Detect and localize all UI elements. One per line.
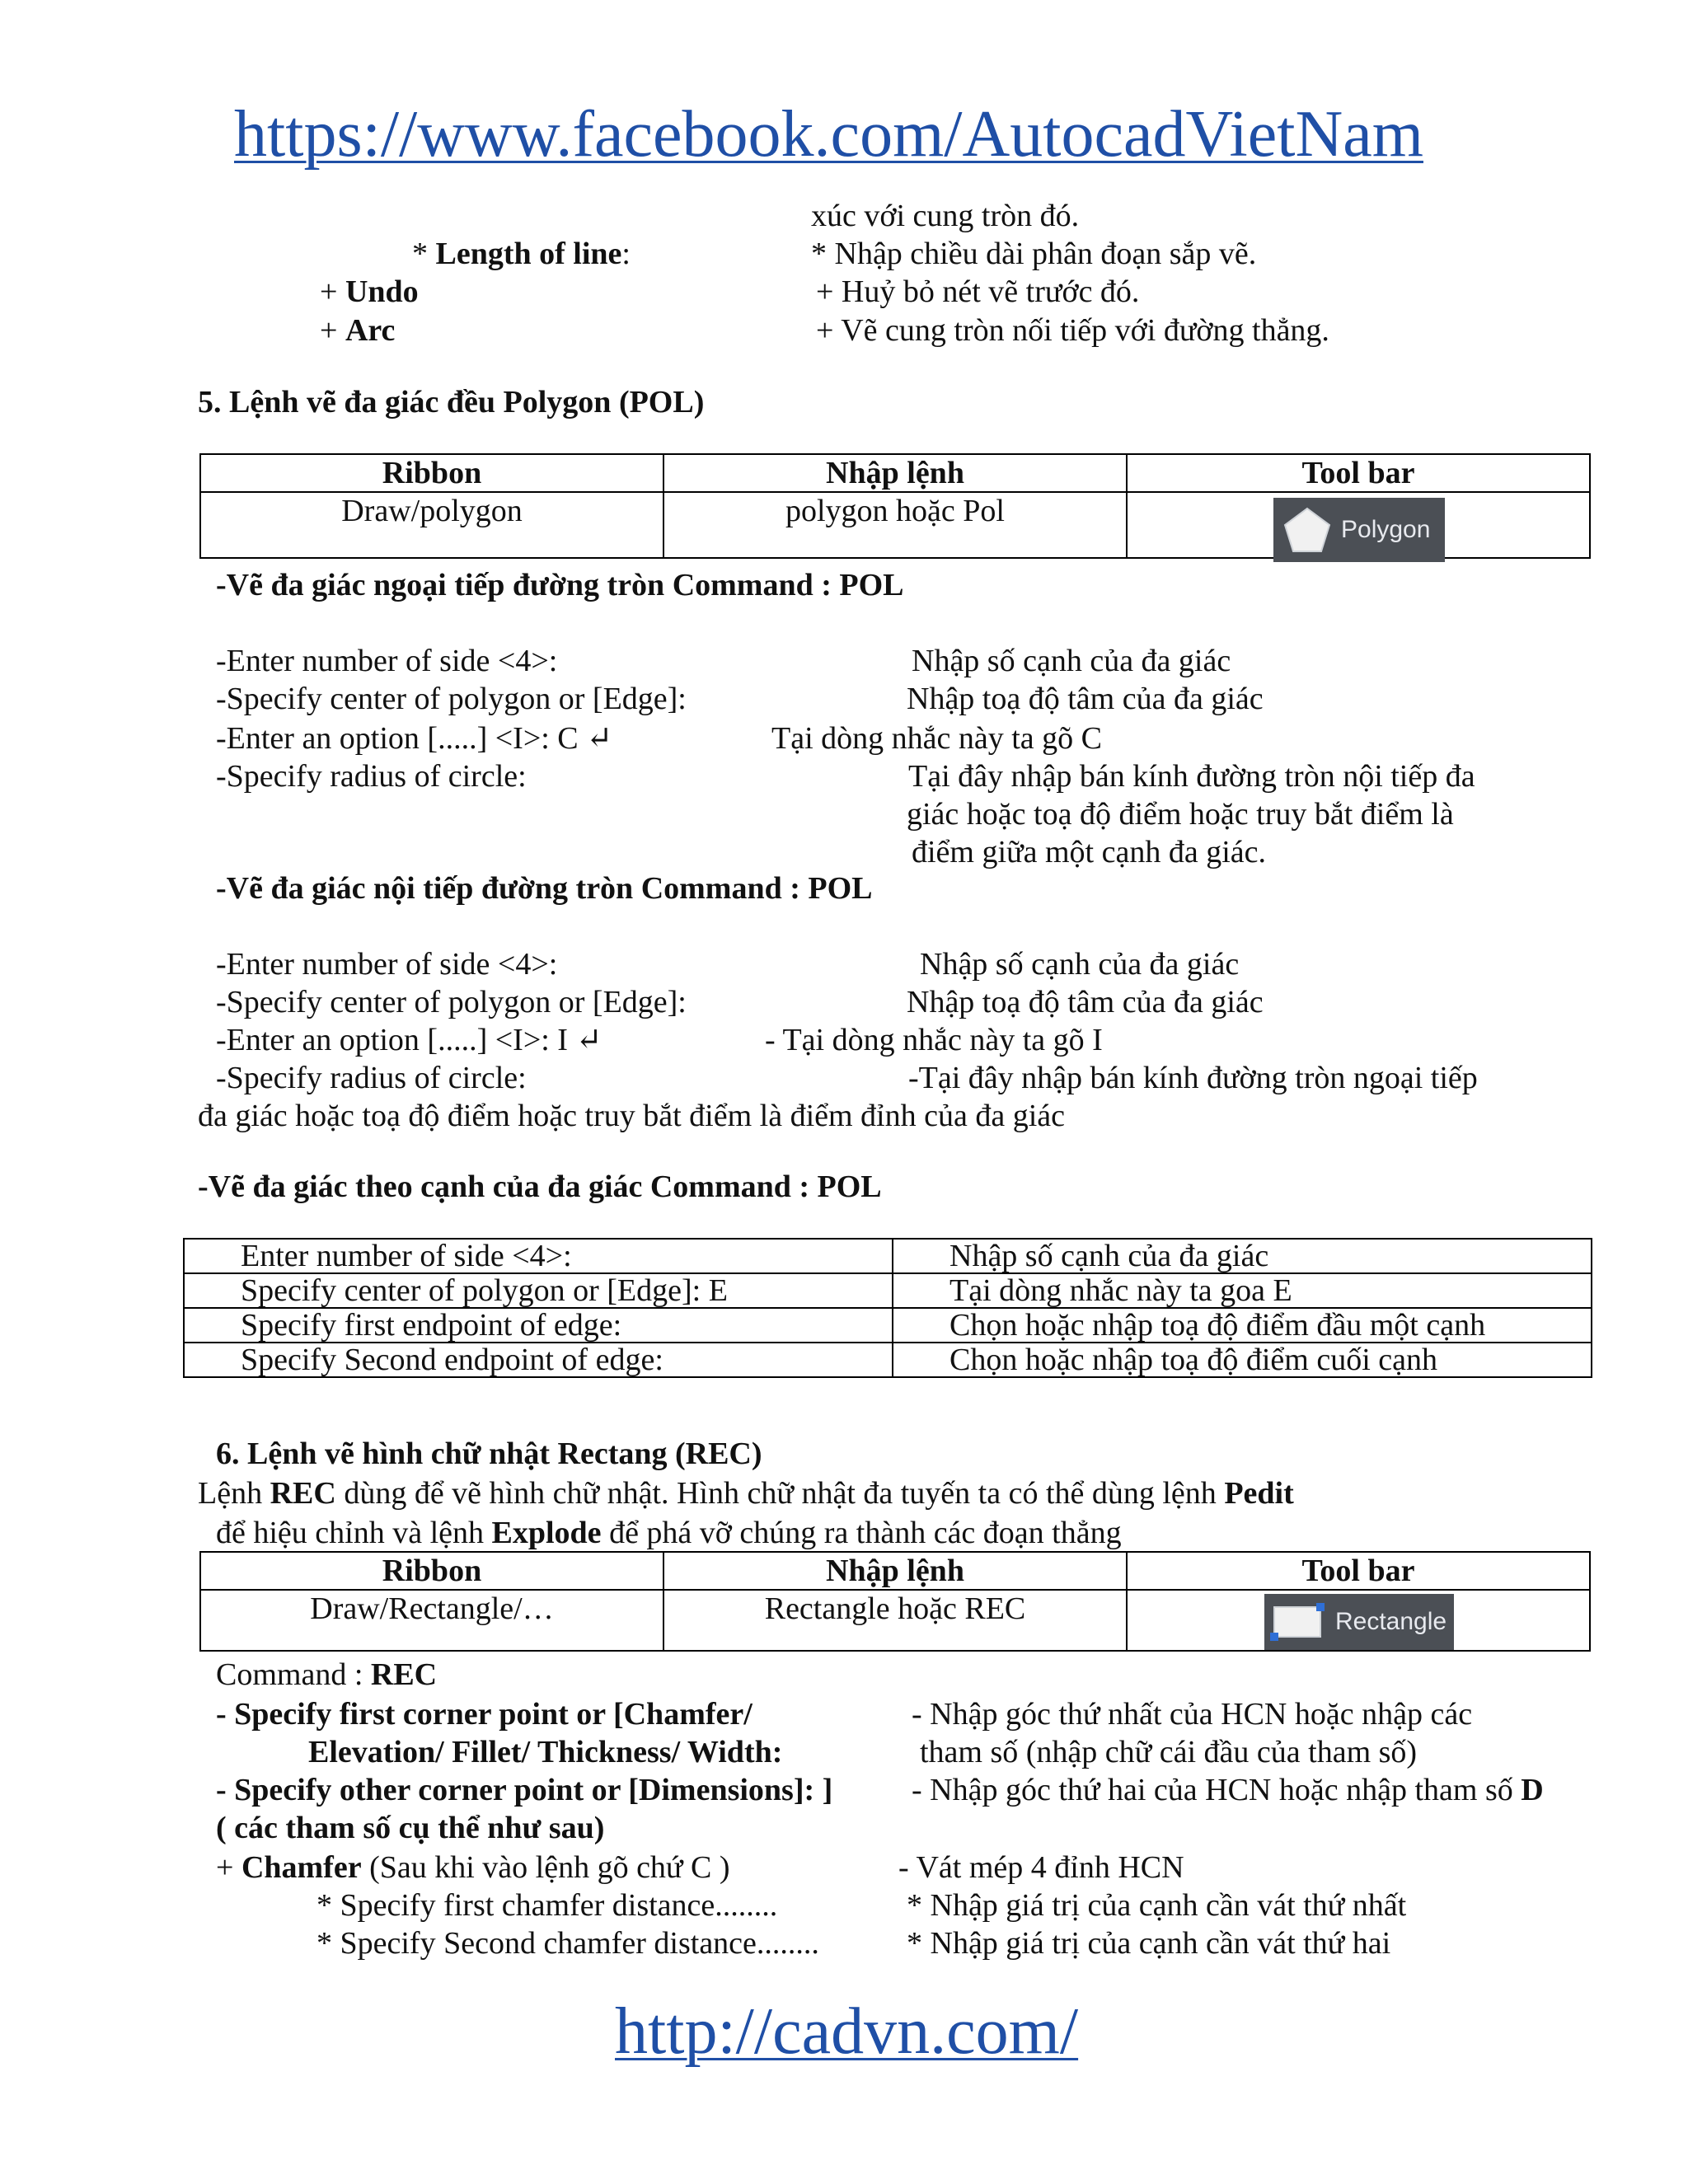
cell-command: polygon hoặc Pol — [663, 492, 1127, 558]
outer-polygon-title: -Vẽ đa giác ngoại tiếp đường tròn Command : POL — [216, 568, 904, 602]
rect-header-command: Nhập lệnh — [663, 1552, 1127, 1590]
edge-polygon-table — [183, 1238, 1592, 1378]
rectangle-toolbar-button[interactable] — [1264, 1594, 1454, 1650]
rect-cell-ribbon: Draw/Rectangle/… — [200, 1590, 663, 1651]
spec-other-corner-desc: - Nhập góc thứ hai của HCN hoặc nhập tham số D — [912, 1773, 1544, 1807]
chamfer-distance-2: * Specify Second chamfer distance........ — [316, 1926, 819, 1961]
chamfer-desc: - Vát mép 4 đỉnh HCN — [898, 1850, 1184, 1885]
polygon-toolbar-button[interactable] — [1273, 498, 1445, 562]
outer-cmd-2: -Specify center of polygon or [Edge]: — [216, 682, 687, 716]
rectangle-icon — [1268, 1599, 1327, 1645]
footer-link[interactable]: http://cadvn.com/ — [615, 1995, 1079, 2068]
chamfer-distance-1-desc: * Nhập giá trị của cạnh cần vát thứ nhất — [907, 1888, 1407, 1923]
undo-label: + Undo — [320, 274, 419, 309]
inner-cmd-1: -Enter number of side <4>: — [216, 947, 558, 982]
section6-paragraph-1: Lệnh REC dùng để vẽ hình chữ nhật. Hình chữ nhật đa tuyến ta có thể dùng lệnh Pedit — [198, 1476, 1294, 1511]
undo-desc: + Huỷ bỏ nét vẽ trước đó. — [816, 274, 1140, 309]
outer-cmd-4: -Specify radius of circle: — [216, 759, 527, 794]
rectangle-toolbar-label: Rectangle — [1335, 1608, 1447, 1635]
intro-cont: xúc với cung tròn đó. — [811, 199, 1080, 233]
length-of-line-label: * Length of line: — [412, 237, 631, 271]
header-toolbar: Tool bar — [1127, 454, 1590, 492]
spec-first-corner-desc-cont: tham số (nhập chữ cái đầu của tham số) — [920, 1735, 1418, 1769]
chamfer-label: + Chamfer (Sau khi vào lệnh gõ chứ C ) — [216, 1850, 730, 1885]
arc-desc: + Vẽ cung tròn nối tiếp với đường thẳng. — [816, 313, 1329, 348]
outer-desc-2: Nhập toạ độ tâm của đa giác — [907, 682, 1264, 716]
header-link[interactable]: https://www.facebook.com/AutocadVietNam — [234, 98, 1423, 171]
cell-ribbon: Draw/polygon — [200, 492, 663, 558]
spec-other-corner: - Specify other corner point or [Dimensions]: ] — [216, 1773, 833, 1807]
outer-desc-1: Nhập số cạnh của đa giác — [912, 644, 1231, 678]
inner-desc-4-cont: đa giác hoặc toạ độ điểm hoặc truy bắt điểm là điểm đỉnh của đa giác — [198, 1099, 1065, 1133]
inner-polygon-title: -Vẽ đa giác nội tiếp đường tròn Command : POL — [216, 871, 873, 906]
polygon-toolbar-label: Polygon — [1341, 516, 1431, 543]
outer-cmd-3: -Enter an option [.....] <I>: C ↵ — [216, 721, 612, 756]
outer-desc-4-cont1: giác hoặc toạ độ điểm hoặc truy bắt điểm là — [907, 797, 1454, 832]
section6-title: 6. Lệnh vẽ hình chữ nhật Rectang (REC) — [216, 1436, 762, 1471]
outer-cmd-1: -Enter number of side <4>: — [216, 644, 558, 678]
inner-desc-2: Nhập toạ độ tâm của đa giác — [907, 985, 1264, 1019]
chamfer-distance-2-desc: * Nhập giá trị của cạnh cần vát thứ hai — [907, 1926, 1391, 1961]
spec-first-corner: - Specify first corner point or [Chamfer/ — [216, 1697, 753, 1732]
length-of-line-desc: * Nhập chiều dài phân đoạn sắp vẽ. — [811, 237, 1257, 271]
rect-header-ribbon: Ribbon — [200, 1552, 663, 1590]
edge-desc-1: Nhập số cạnh của đa giác — [893, 1239, 1592, 1273]
edge-desc-2: Tại dòng nhắc này ta goa E — [893, 1273, 1592, 1308]
pentagon-icon — [1282, 505, 1333, 555]
edge-cmd-1: Enter number of side <4>: — [184, 1239, 893, 1273]
outer-desc-4-cont2: điểm giữa một cạnh đa giác. — [912, 835, 1267, 869]
rect-cell-command: Rectangle hoặc REC — [663, 1590, 1127, 1651]
params-note: ( các tham số cụ thể như sau) — [216, 1811, 605, 1845]
inner-cmd-3: -Enter an option [.....] <I>: I ↵ — [216, 1023, 603, 1057]
rect-header-toolbar: Tool bar — [1127, 1552, 1590, 1590]
edge-cmd-4: Specify Second endpoint of edge: — [184, 1343, 893, 1377]
arc-label: + Arc — [320, 313, 396, 348]
inner-desc-3: - Tại dòng nhắc này ta gõ I — [765, 1023, 1103, 1057]
rec-command: Command : REC — [216, 1657, 438, 1692]
inner-cmd-4: -Specify radius of circle: — [216, 1061, 527, 1095]
outer-desc-4: Tại đây nhập bán kính đường tròn nội tiếp đa — [908, 759, 1475, 794]
header-ribbon: Ribbon — [200, 454, 663, 492]
spec-first-corner-desc: - Nhập góc thứ nhất của HCN hoặc nhập các — [912, 1697, 1473, 1732]
spec-first-corner-options: Elevation/ Fillet/ Thickness/ Width: — [308, 1735, 783, 1769]
inner-desc-4: -Tại đây nhập bán kính đường tròn ngoại tiếp — [908, 1061, 1478, 1095]
section6-paragraph-2: để hiệu chỉnh và lệnh Explode để phá vỡ chúng ra thành các đoạn thẳng — [216, 1516, 1122, 1550]
edge-cmd-2: Specify center of polygon or [Edge]: E — [184, 1273, 893, 1308]
edge-polygon-title: -Vẽ đa giác theo cạnh của đa giác Command : POL — [198, 1169, 882, 1204]
edge-desc-4: Chọn hoặc nhập toạ độ điểm cuối cạnh — [893, 1343, 1592, 1377]
outer-desc-3: Tại dòng nhắc này ta gõ C — [771, 721, 1103, 756]
edge-cmd-3: Specify first endpoint of edge: — [184, 1308, 893, 1343]
inner-desc-1: Nhập số cạnh của đa giác — [920, 947, 1240, 982]
inner-cmd-2: -Specify center of polygon or [Edge]: — [216, 985, 687, 1019]
section5-title: 5. Lệnh vẽ đa giác đều Polygon (POL) — [198, 385, 705, 419]
edge-desc-3: Chọn hoặc nhập toạ độ điểm đầu một cạnh — [893, 1308, 1592, 1343]
header-command: Nhập lệnh — [663, 454, 1127, 492]
chamfer-distance-1: * Specify first chamfer distance........ — [316, 1888, 778, 1923]
